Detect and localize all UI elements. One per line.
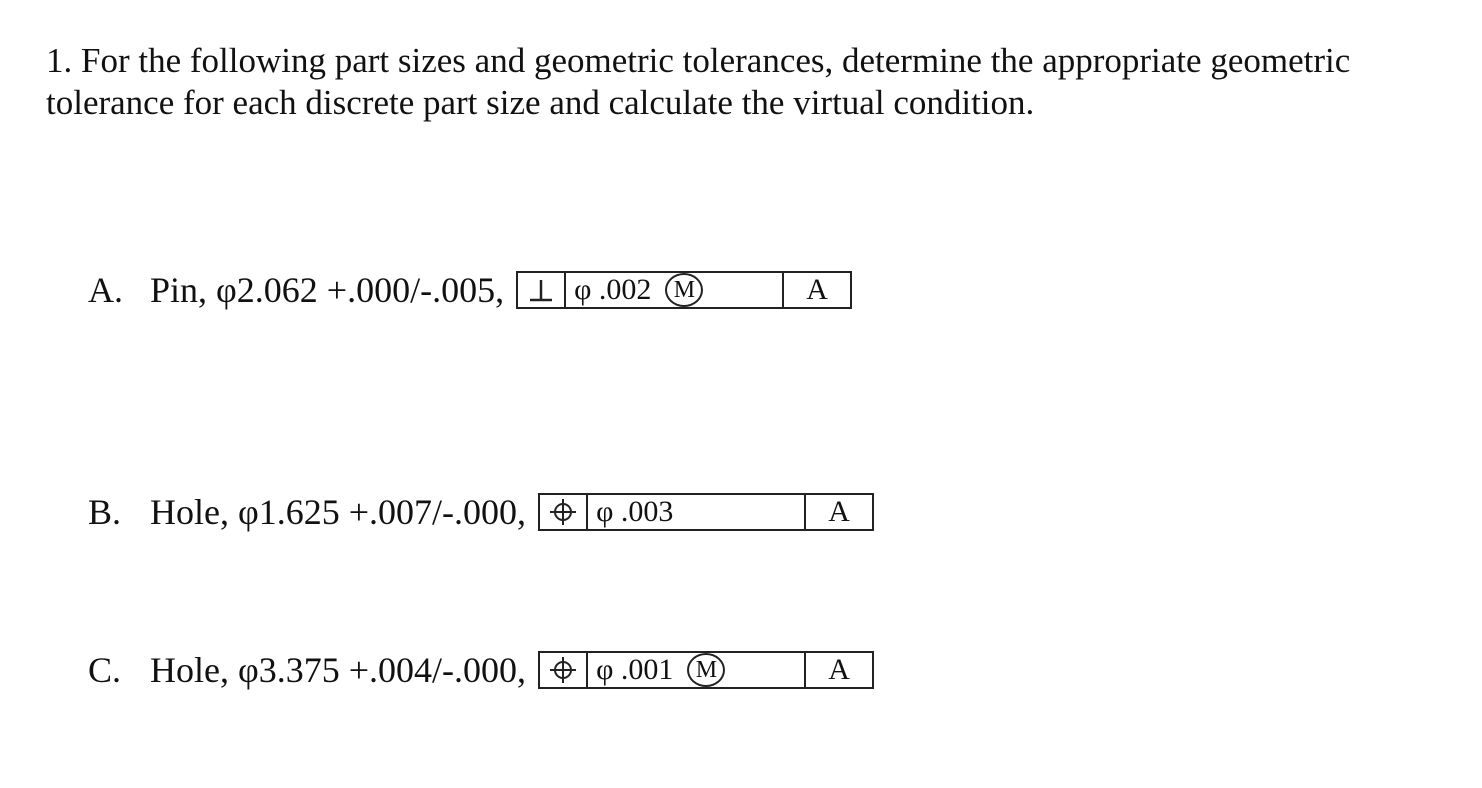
item-letter: B. xyxy=(88,492,122,532)
question-line-1 xyxy=(46,40,1446,82)
item-spec: Pin, φ2.062 +.000/-.005, xyxy=(150,270,505,310)
datum-reference: A xyxy=(828,495,850,528)
tolerance-cell xyxy=(588,495,806,529)
tolerance-value: φ .001 xyxy=(596,653,674,686)
question-number: 1. xyxy=(46,41,73,80)
item-c xyxy=(88,644,874,696)
item-letter: A. xyxy=(88,270,123,310)
item-letter: C. xyxy=(88,650,122,690)
question-line-2: tolerance for each discrete part size and calculate the virtual condition. xyxy=(46,83,1035,122)
position-icon xyxy=(540,495,588,529)
tolerance-cell xyxy=(588,653,806,687)
feature-control-frame xyxy=(538,493,874,531)
datum-reference: A xyxy=(806,273,828,306)
item-spec: Hole, φ1.625 +.007/-.000, xyxy=(150,492,527,532)
mmc-modifier: M xyxy=(687,653,725,687)
tolerance-value: φ .003 xyxy=(596,495,674,528)
tolerance-value: φ .002 xyxy=(574,273,652,306)
item-spec: Hole, φ3.375 +.004/-.000, xyxy=(150,650,527,690)
mmc-modifier: M xyxy=(665,273,703,307)
perpendicularity-icon xyxy=(518,273,566,307)
item-a xyxy=(88,264,852,316)
feature-control-frame xyxy=(538,651,874,689)
item-b xyxy=(88,486,874,538)
position-icon xyxy=(540,653,588,687)
question-line-1-text: For the following part sizes and geometric tolerances, determine the appropriate geometric xyxy=(81,41,1351,80)
question-text xyxy=(46,40,1446,124)
feature-control-frame xyxy=(516,271,852,309)
tolerance-cell xyxy=(566,273,784,307)
datum-reference: A xyxy=(828,653,850,686)
